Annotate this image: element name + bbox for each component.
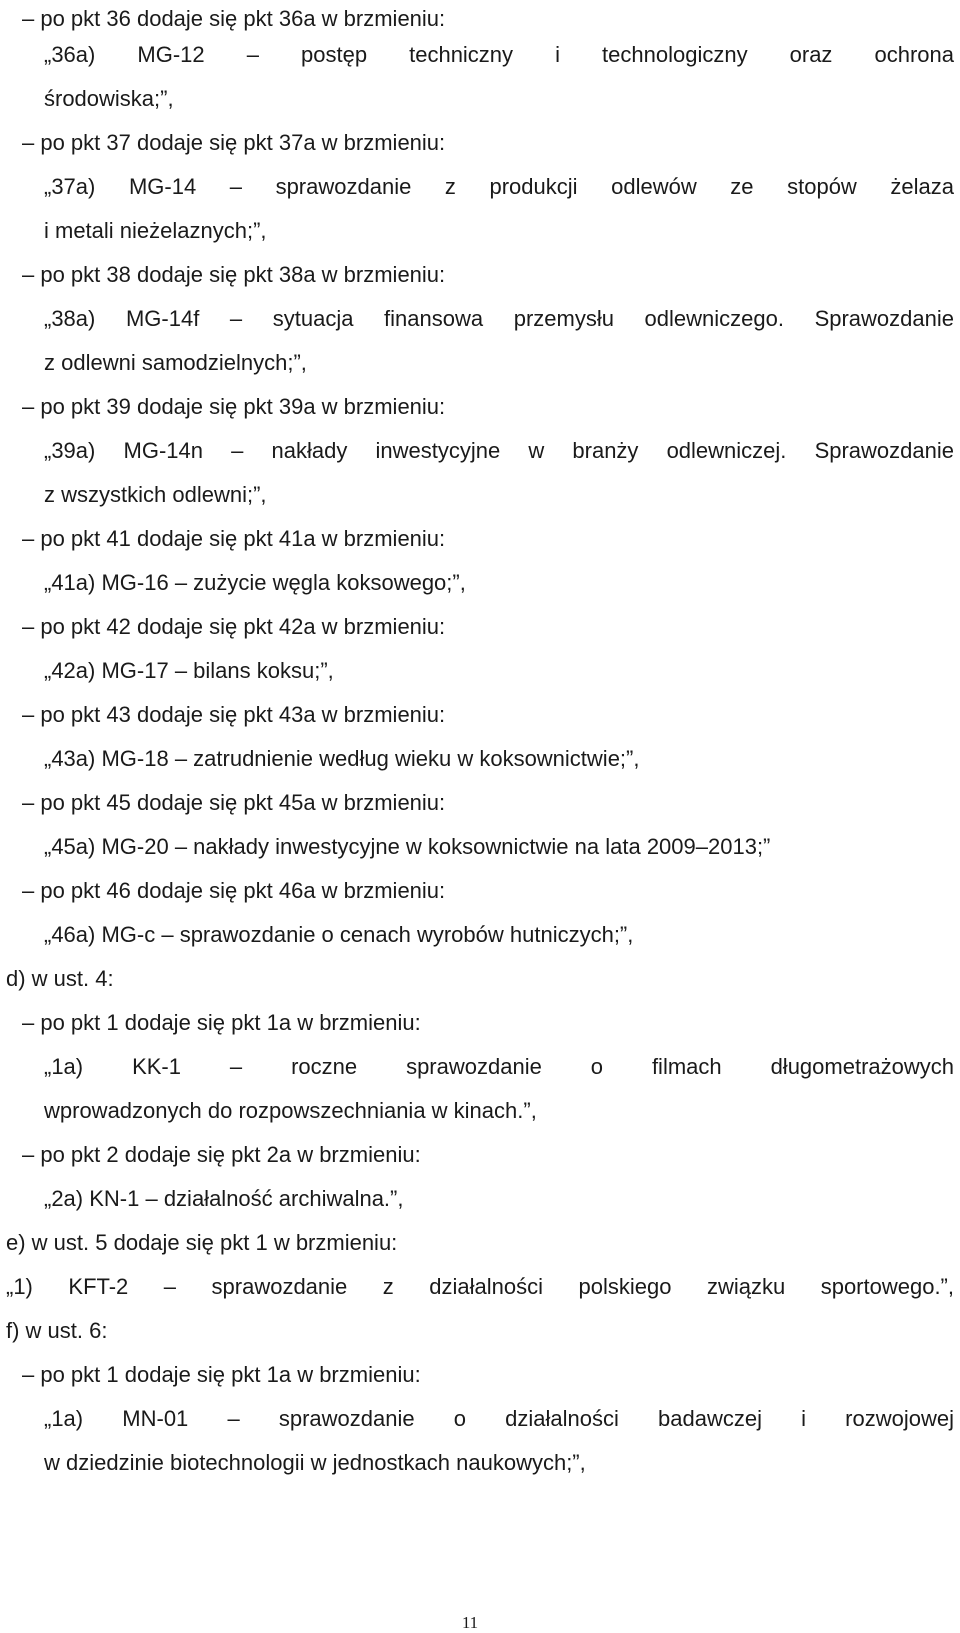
amendment-intro-41a: – po pkt 41 dodaje się pkt 41a w brzmieniu:	[22, 526, 446, 551]
amendment-text-kft2: „1) KFT-2 – sprawozdanie z działalności polskiego związku sportowego.”,	[6, 1274, 954, 1299]
page-number: 11	[461, 1613, 479, 1632]
amendment-intro-45a: – po pkt 45 dodaje się pkt 45a w brzmieniu:	[22, 790, 446, 815]
amendment-text-kk1-cont: wprowadzonych do rozpowszechniania w kinach.”,	[44, 1098, 537, 1123]
section-f-heading: f) w ust. 6:	[6, 1318, 108, 1343]
amendment-intro-ust4-2a: – po pkt 2 dodaje się pkt 2a w brzmieniu:	[22, 1142, 421, 1167]
section-e-heading: e) w ust. 5 dodaje się pkt 1 w brzmieniu:	[6, 1230, 398, 1255]
amendment-text-43a: „43a) MG-18 – zatrudnienie według wieku w koksownictwie;”,	[44, 746, 640, 771]
amendment-intro-42a: – po pkt 42 dodaje się pkt 42a w brzmieniu:	[22, 614, 446, 639]
amendment-intro-36a: – po pkt 36 dodaje się pkt 36a w brzmieniu:	[22, 6, 446, 31]
amendment-intro-ust6-1a: – po pkt 1 dodaje się pkt 1a w brzmieniu:	[22, 1362, 421, 1387]
amendment-text-38a: „38a) MG-14f – sytuacja finansowa przemysłu odlewniczego. Sprawozdanie	[44, 306, 954, 331]
amendment-intro-ust4-1a: – po pkt 1 dodaje się pkt 1a w brzmieniu:	[22, 1010, 421, 1035]
amendment-intro-43a: – po pkt 43 dodaje się pkt 43a w brzmieniu:	[22, 702, 446, 727]
amendment-text-46a: „46a) MG-c – sprawozdanie o cenach wyrobów hutniczych;”,	[44, 922, 634, 947]
amendment-text-38a-cont: z odlewni samodzielnych;”,	[44, 350, 307, 375]
amendment-text-37a-cont: i metali nieżelaznych;”,	[44, 218, 267, 243]
amendment-text-36a: „36a) MG-12 – postęp techniczny i technologiczny oraz ochrona	[44, 42, 954, 67]
amendment-text-37a: „37a) MG-14 – sprawozdanie z produkcji odlewów ze stopów żelaza	[44, 174, 954, 199]
amendment-text-45a: „45a) MG-20 – nakłady inwestycyjne w koksownictwie na lata 2009–2013;”	[44, 834, 771, 859]
amendment-text-39a: „39a) MG-14n – nakłady inwestycyjne w branży odlewniczej. Sprawozdanie	[44, 438, 954, 463]
amendment-intro-46a: – po pkt 46 dodaje się pkt 46a w brzmieniu:	[22, 878, 446, 903]
amendment-intro-38a: – po pkt 38 dodaje się pkt 38a w brzmieniu:	[22, 262, 446, 287]
amendment-text-39a-cont: z wszystkich odlewni;”,	[44, 482, 267, 507]
amendment-intro-37a: – po pkt 37 dodaje się pkt 37a w brzmieniu:	[22, 130, 446, 155]
section-d-heading: d) w ust. 4:	[6, 966, 114, 991]
amendment-text-36a-cont: środowiska;”,	[44, 86, 174, 111]
amendment-text-41a: „41a) MG-16 – zużycie węgla koksowego;”,	[44, 570, 466, 595]
amendment-intro-39a: – po pkt 39 dodaje się pkt 39a w brzmieniu:	[22, 394, 446, 419]
amendment-text-42a: „42a) MG-17 – bilans koksu;”,	[44, 658, 334, 683]
amendment-text-mn01: „1a) MN-01 – sprawozdanie o działalności badawczej i rozwojowej	[44, 1406, 954, 1431]
amendment-text-mn01-cont: w dziedzinie biotechnologii w jednostkach naukowych;”,	[44, 1450, 586, 1475]
amendment-text-kn1: „2a) KN-1 – działalność archiwalna.”,	[44, 1186, 404, 1211]
amendment-text-kk1: „1a) KK-1 – roczne sprawozdanie o filmach długometrażowych	[44, 1054, 954, 1079]
